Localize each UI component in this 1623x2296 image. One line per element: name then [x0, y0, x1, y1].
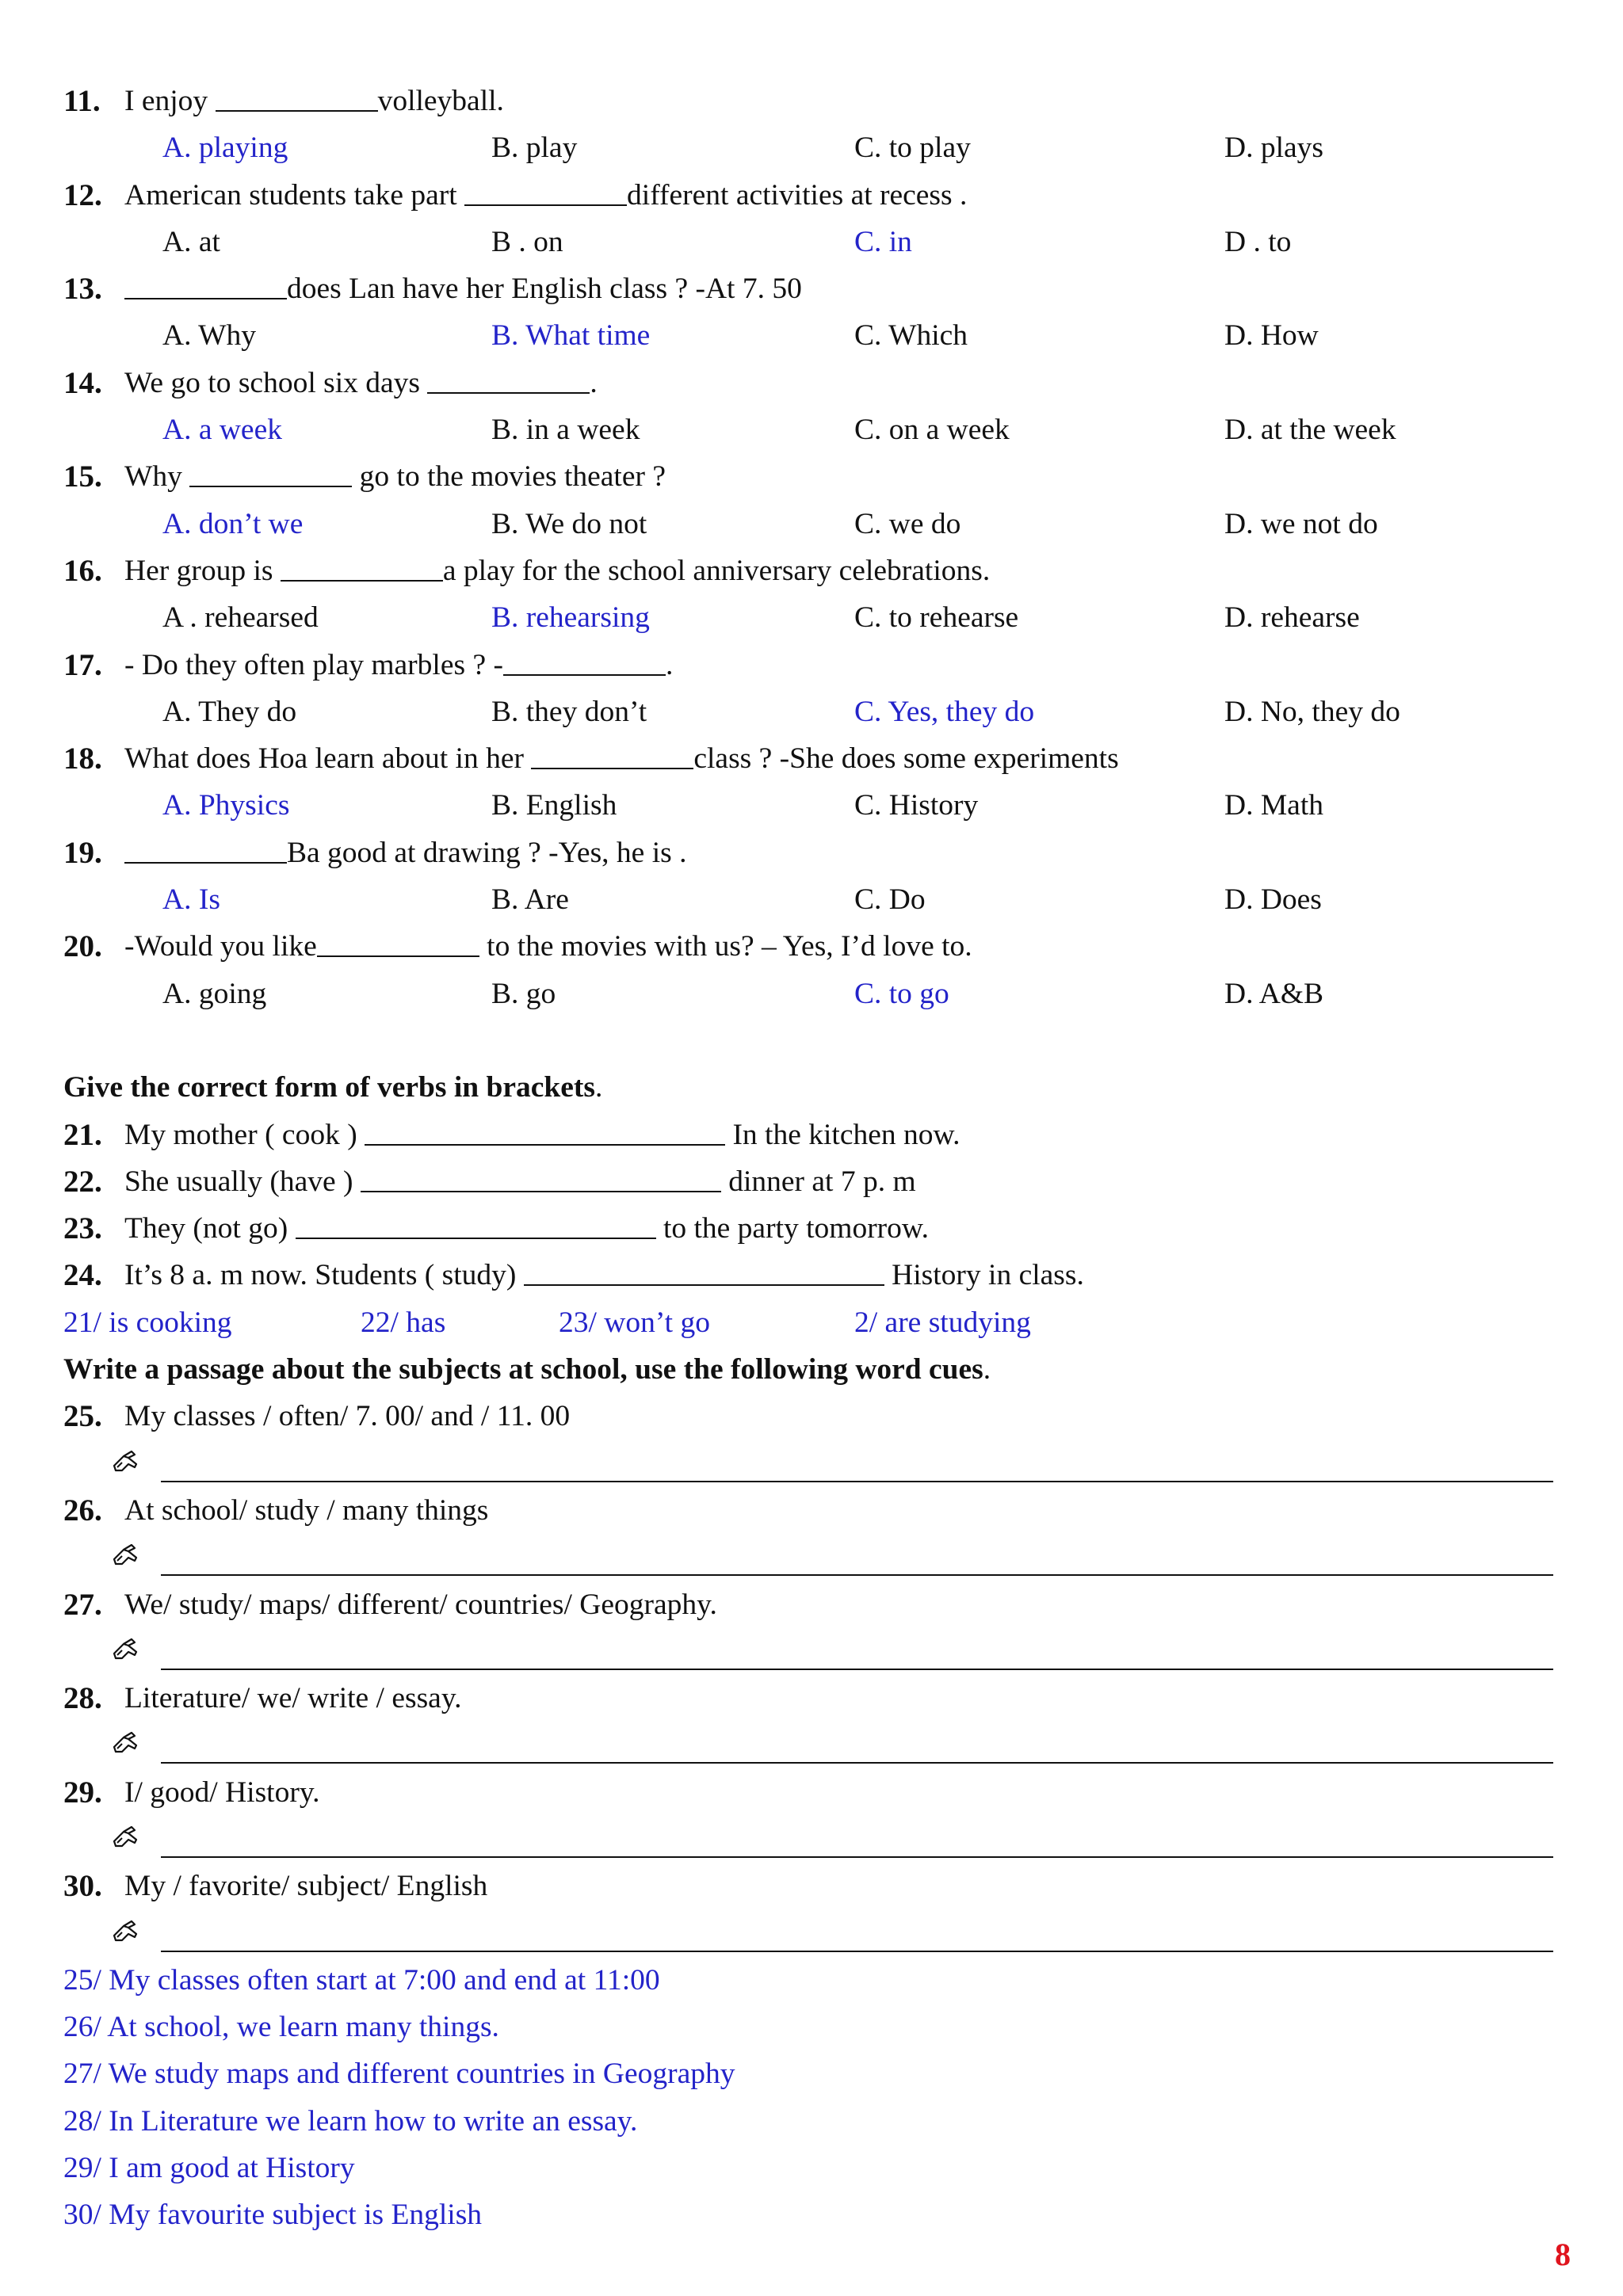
answer-option[interactable]: C. to rehearse — [854, 601, 1019, 635]
answer-line[interactable] — [161, 1574, 1553, 1576]
question-post: to the party tomorrow. — [655, 1212, 929, 1245]
question-post: to the movies with us? – Yes, I’d love to. — [479, 930, 972, 963]
answer-option[interactable]: B. they don’t — [491, 695, 647, 728]
writing-hand-icon — [111, 1918, 139, 1947]
verb-answer: 23/ won’t go — [559, 1306, 710, 1339]
question-text — [124, 1252, 1084, 1299]
question-number: 14. — [63, 365, 102, 400]
cue-answer: 27/ We study maps and different countries in Geography — [63, 2058, 735, 2091]
question-text — [124, 172, 967, 219]
cue-row — [63, 1581, 1553, 1628]
mcq-question — [63, 265, 1553, 360]
question-number: 23. — [63, 1211, 102, 1246]
writing-hand-icon — [111, 1542, 139, 1570]
verbs-section — [63, 1112, 1553, 1299]
answer-option[interactable]: C. on a week — [854, 414, 1010, 447]
cue-question — [63, 1863, 1553, 1957]
question-post: Ba good at drawing ? -Yes, he is . — [287, 836, 687, 869]
verb-answer: 2/ are studying — [854, 1306, 1031, 1339]
spacer — [63, 1017, 1553, 1064]
cue-question — [63, 1675, 1553, 1769]
question-stem-row — [63, 172, 1553, 219]
question-stem-row — [63, 642, 1553, 688]
question-pre: What does Hoa learn about in her — [124, 742, 532, 776]
answer-line-row — [63, 1910, 1553, 1957]
answer-option[interactable]: A. going — [162, 977, 267, 1010]
verb-answer: 22/ has — [361, 1306, 446, 1339]
question-post: does Lan have her English class ? -At 7. 50 — [287, 273, 802, 306]
cue-answers — [63, 1957, 1553, 2239]
options-row — [63, 219, 1553, 265]
question-pre: My mother ( cook ) — [124, 1118, 365, 1151]
options-row — [63, 406, 1553, 453]
answer-option[interactable]: B. play — [491, 132, 578, 165]
mcq-section — [63, 78, 1553, 1017]
answer-option[interactable]: C. we do — [854, 507, 961, 540]
answer-blank[interactable] — [531, 767, 693, 769]
question-stem-row — [63, 265, 1553, 312]
answer-blank[interactable] — [216, 109, 378, 112]
question-number: 29. — [63, 1775, 102, 1810]
verb-answer: 21/ is cooking — [63, 1306, 232, 1339]
question-number: 11. — [63, 84, 101, 118]
question-post: In the kitchen now. — [725, 1118, 960, 1151]
answer-option[interactable]: D. plays — [1224, 132, 1323, 165]
answer-line-row — [63, 1534, 1553, 1581]
cue-answer: 29/ I am good at History — [63, 2152, 355, 2185]
question-number: 21. — [63, 1117, 102, 1152]
answer-option[interactable]: A. Is — [162, 883, 220, 917]
answer-line[interactable] — [161, 1669, 1553, 1670]
passage-heading-row — [63, 1346, 1553, 1393]
answer-option[interactable]: C. Which — [854, 319, 968, 353]
cue-answer: 25/ My classes often start at 7:00 and end at 11:00 — [63, 1963, 660, 1997]
question-stem-row — [63, 360, 1553, 406]
writing-hand-icon — [111, 1636, 139, 1665]
question-number: 17. — [63, 647, 102, 682]
answer-option[interactable]: B. rehearsing — [491, 601, 650, 635]
question-text — [124, 923, 972, 970]
mcq-question — [63, 78, 1553, 172]
verb-question — [63, 1158, 1553, 1205]
answer-option[interactable]: B. What time — [491, 319, 651, 353]
question-post: . — [665, 648, 674, 681]
answer-option[interactable]: A. Why — [162, 319, 257, 353]
answer-option[interactable]: A. at — [162, 225, 220, 258]
question-number: 19. — [63, 835, 102, 870]
question-post: . — [590, 366, 598, 399]
answer-blank[interactable] — [361, 1190, 721, 1192]
question-text — [124, 547, 990, 594]
answer-option[interactable]: D. we not do — [1224, 507, 1378, 540]
cue-row — [63, 1863, 1553, 1909]
answer-blank[interactable] — [189, 485, 352, 487]
options-row — [63, 594, 1553, 641]
answer-option[interactable]: B. in a week — [491, 414, 640, 447]
question-post: volleyball. — [377, 85, 504, 117]
question-pre: They (not go) — [124, 1212, 296, 1245]
question-stem-row — [63, 547, 1553, 594]
options-row — [63, 876, 1553, 923]
answer-option[interactable]: C. History — [854, 789, 979, 822]
answer-blank[interactable] — [503, 673, 666, 676]
question-number: 26. — [63, 1493, 102, 1527]
answer-option[interactable]: B . on — [491, 225, 563, 258]
cue-question — [63, 1581, 1553, 1676]
answer-option[interactable]: A. playing — [162, 132, 288, 165]
mcq-question — [63, 360, 1553, 454]
answer-option[interactable]: C. Do — [854, 883, 926, 917]
verb-question — [63, 1112, 1553, 1158]
question-text — [124, 78, 504, 124]
cue-row — [63, 1675, 1553, 1722]
answer-line-row — [63, 1816, 1553, 1863]
answer-line[interactable] — [161, 1762, 1553, 1764]
question-post: dinner at 7 p. m — [720, 1165, 916, 1198]
mcq-question — [63, 547, 1553, 642]
answer-option[interactable]: D. Math — [1224, 789, 1323, 822]
mcq-question — [63, 830, 1553, 924]
question-stem-row — [63, 453, 1553, 500]
question-pre: American students take part — [124, 178, 465, 212]
writing-hand-icon — [111, 1448, 139, 1477]
answer-line[interactable] — [161, 1481, 1553, 1482]
question-text — [124, 1112, 960, 1158]
answer-option[interactable]: D. No, they do — [1224, 695, 1400, 728]
answer-option[interactable]: A. a week — [162, 414, 282, 447]
writing-hand-icon — [111, 1730, 139, 1758]
answer-option[interactable]: B. go — [491, 977, 556, 1010]
answer-blank[interactable] — [296, 1237, 656, 1239]
passage-heading: Write a passage about the subjects at school, use the following word cues — [63, 1353, 983, 1386]
answer-blank[interactable] — [524, 1283, 884, 1286]
question-pre: Her group is — [124, 554, 281, 587]
cue-text: At school/ study / many things — [124, 1493, 489, 1527]
answer-option[interactable]: B. Are — [491, 883, 569, 917]
cue-answer: 26/ At school, we learn many things. — [63, 2011, 499, 2044]
question-text — [124, 265, 802, 312]
page-number: 8 — [1555, 2237, 1571, 2272]
worksheet-page — [63, 78, 1553, 2239]
cue-text: I/ good/ History. — [124, 1775, 320, 1809]
mcq-question — [63, 453, 1553, 547]
answer-option[interactable]: D . to — [1224, 225, 1292, 258]
question-number: 18. — [63, 742, 102, 776]
question-pre: We go to school six days — [124, 366, 428, 399]
mcq-question — [63, 172, 1553, 266]
cue-row — [63, 1769, 1553, 1816]
question-post: History in class. — [884, 1259, 1084, 1292]
question-number: 12. — [63, 177, 102, 212]
question-post: a play for the school anniversary celebrations. — [442, 554, 991, 587]
question-post: go to the movies theater ? — [352, 460, 666, 494]
answer-option[interactable]: C. to play — [854, 132, 971, 165]
options-row — [63, 501, 1553, 547]
answer-line-row — [63, 1440, 1553, 1487]
cue-question — [63, 1769, 1553, 1863]
options-row — [63, 688, 1553, 735]
question-number: 22. — [63, 1164, 102, 1199]
verbs-heading: Give the correct form of verbs in brackets — [63, 1071, 595, 1104]
answer-option[interactable]: A. They do — [162, 695, 297, 728]
question-pre: She usually (have ) — [124, 1165, 361, 1198]
options-row — [63, 312, 1553, 359]
verb-question — [63, 1252, 1553, 1299]
question-number: 15. — [63, 460, 102, 494]
question-text — [124, 360, 598, 406]
mcq-question — [63, 923, 1553, 1017]
writing-hand-icon — [111, 1824, 139, 1852]
question-stem-row — [63, 923, 1553, 970]
answer-option[interactable]: B. We do not — [491, 507, 647, 540]
mcq-question — [63, 735, 1553, 830]
question-number: 30. — [63, 1869, 102, 1904]
verb-question — [63, 1205, 1553, 1252]
cue-text: Literature/ we/ write / essay. — [124, 1682, 462, 1715]
cue-row — [63, 1487, 1553, 1534]
question-text — [124, 453, 666, 500]
question-text — [124, 642, 673, 688]
question-number: 28. — [63, 1681, 102, 1716]
answer-blank[interactable] — [365, 1143, 725, 1146]
question-post: class ? -She does some experiments — [693, 742, 1119, 776]
question-pre: - Do they often play marbles ? - — [124, 648, 503, 681]
mcq-question — [63, 642, 1553, 736]
answer-option[interactable]: C. Yes, they do — [854, 695, 1035, 728]
cue-question — [63, 1487, 1553, 1581]
question-pre: It’s 8 a. m now. Students ( study) — [124, 1259, 524, 1292]
cue-text: My / favorite/ subject/ English — [124, 1870, 488, 1903]
answer-option[interactable]: D. at the week — [1224, 414, 1396, 447]
cue-text: We/ study/ maps/ different/ countries/ Geography. — [124, 1588, 717, 1621]
question-pre: I enjoy — [124, 85, 216, 117]
answer-blank[interactable] — [281, 579, 443, 582]
verbs-heading-period: . — [594, 1071, 603, 1104]
question-stem-row — [63, 830, 1553, 876]
question-post: different activities at recess . — [627, 178, 968, 212]
answer-line-row — [63, 1628, 1553, 1675]
question-number: 13. — [63, 272, 102, 307]
verbs-heading-row — [63, 1064, 1553, 1111]
options-row — [63, 782, 1553, 829]
answer-option[interactable]: C. to go — [854, 977, 949, 1010]
cues-section — [63, 1393, 1553, 1957]
cue-text: My classes / often/ 7. 00/ and / 11. 00 — [124, 1400, 571, 1433]
answer-blank[interactable] — [124, 861, 287, 864]
question-text — [124, 735, 1119, 782]
question-pre: Why — [124, 460, 190, 494]
answer-line[interactable] — [161, 1951, 1553, 1952]
cue-question — [63, 1393, 1553, 1487]
answer-option[interactable]: A . rehearsed — [162, 601, 319, 635]
answer-line[interactable] — [161, 1856, 1553, 1858]
answer-option[interactable]: C. in — [854, 225, 912, 258]
cue-answer: 28/ In Literature we learn how to write an essay. — [63, 2104, 638, 2138]
question-stem-row — [63, 735, 1553, 782]
question-pre: -Would you like — [124, 930, 317, 963]
answer-option[interactable]: D. Does — [1224, 883, 1322, 917]
answer-blank[interactable] — [317, 955, 479, 957]
answer-blank[interactable] — [427, 391, 590, 394]
question-text — [124, 830, 686, 876]
options-row — [63, 124, 1553, 171]
passage-heading-period: . — [983, 1353, 991, 1386]
answer-line-row — [63, 1722, 1553, 1768]
answer-option[interactable]: D. rehearse — [1224, 601, 1360, 635]
cue-answer: 30/ My favourite subject is English — [63, 2199, 483, 2232]
verb-answers-row — [63, 1299, 1553, 1346]
question-number: 20. — [63, 929, 102, 964]
question-stem-row — [63, 78, 1553, 124]
answer-option[interactable]: B. English — [491, 789, 617, 822]
answer-blank[interactable] — [464, 204, 627, 206]
question-number: 27. — [63, 1587, 102, 1622]
question-number: 24. — [63, 1258, 102, 1293]
cue-row — [63, 1393, 1553, 1440]
options-row — [63, 971, 1553, 1017]
question-text — [124, 1205, 929, 1252]
question-number: 16. — [63, 553, 102, 588]
question-number: 25. — [63, 1399, 102, 1434]
question-text — [124, 1158, 916, 1205]
answer-option[interactable]: D. How — [1224, 319, 1319, 353]
answer-option[interactable]: D. A&B — [1224, 977, 1324, 1010]
answer-option[interactable]: A. Physics — [162, 789, 290, 822]
answer-blank[interactable] — [124, 297, 287, 299]
answer-option[interactable]: A. don’t we — [162, 507, 304, 540]
